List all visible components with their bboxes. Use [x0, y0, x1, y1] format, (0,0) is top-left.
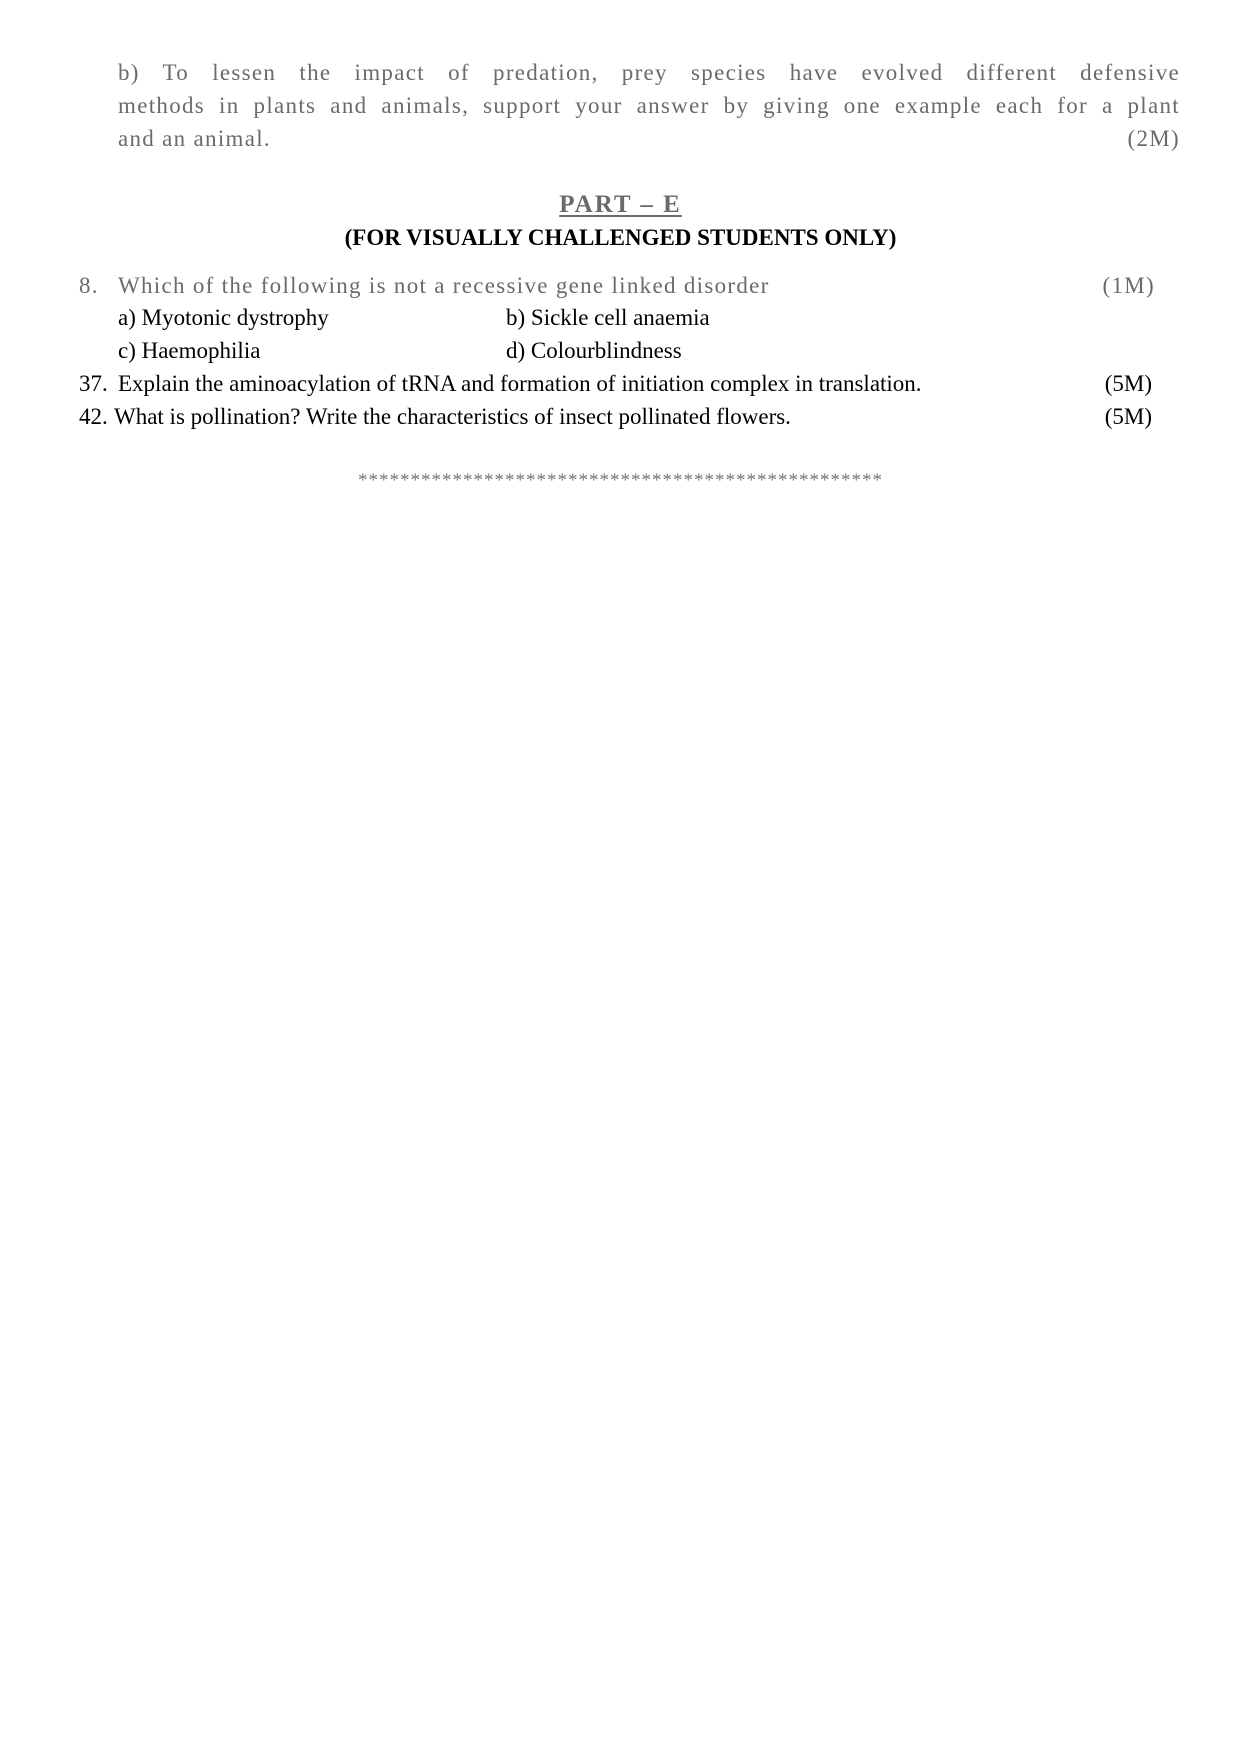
q37-marks: (5M) [1104, 371, 1152, 396]
question-b-marks: (2M) [1127, 126, 1180, 151]
q8-option-c: c) Haemophilia [118, 338, 261, 363]
q37-text: Explain the aminoacylation of tRNA and formation of initiation complex in translation. [118, 371, 922, 396]
q37-number: 37. [79, 371, 108, 396]
q8-marks: (1M) [1102, 273, 1155, 298]
q8-option-d: d) Colourblindness [506, 338, 682, 363]
question-b-line-1: b) To lessen the impact of predation, prey species have evolved different defensive [118, 60, 1180, 85]
q42-text: What is pollination? Write the characteristics of insect pollinated flowers. [114, 404, 791, 429]
question-b-line-3: and an animal. [118, 126, 271, 151]
end-separator: ************************************************** [358, 470, 883, 491]
question-b-line-2: methods in plants and animals, support your answer by giving one example each for a plant [118, 93, 1180, 118]
q8-text: Which of the following is not a recessive gene linked disorder [118, 273, 770, 298]
q8-option-b: b) Sickle cell anaemia [506, 305, 710, 330]
q8-number: 8. [79, 273, 99, 298]
question-b-block [118, 56, 1180, 155]
part-e-subheading: (FOR VISUALLY CHALLENGED STUDENTS ONLY) [344, 225, 897, 250]
q42-marks: (5M) [1104, 404, 1152, 429]
part-e-heading: PART – E [559, 191, 682, 218]
q42-number: 42. [79, 404, 108, 429]
q8-option-a: a) Myotonic dystrophy [118, 305, 329, 330]
question-b-line-3-row [118, 122, 1180, 155]
